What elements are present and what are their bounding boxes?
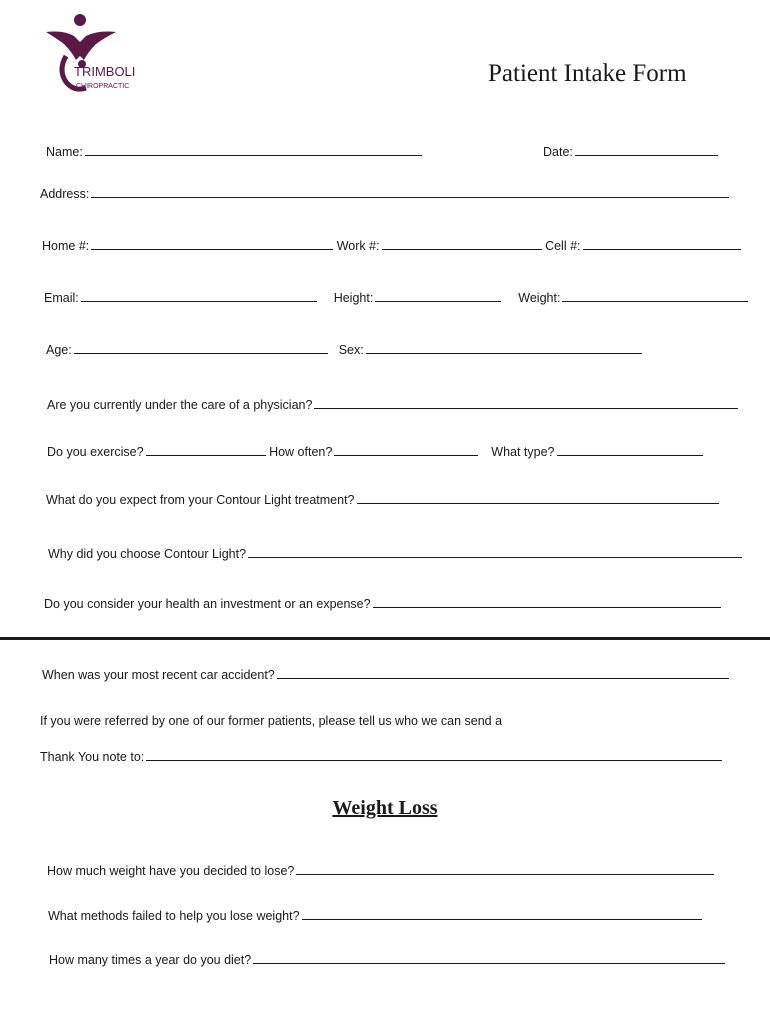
why-choose-row bbox=[48, 545, 742, 561]
thank-you-field[interactable] bbox=[146, 748, 722, 761]
methods-failed-field[interactable] bbox=[302, 907, 702, 920]
age-field[interactable] bbox=[74, 341, 328, 354]
address-label: Address: bbox=[40, 187, 90, 201]
email-field[interactable] bbox=[81, 289, 317, 302]
svg-text:TRIMBOLI: TRIMBOLI bbox=[74, 64, 136, 79]
address-field[interactable] bbox=[91, 185, 729, 198]
times-diet-field[interactable] bbox=[253, 951, 725, 964]
health-investment-label: Do you consider your health an investment or an expense? bbox=[44, 597, 371, 611]
exercise-row bbox=[47, 443, 703, 459]
expect-row bbox=[46, 491, 719, 507]
weight-field[interactable] bbox=[562, 289, 748, 302]
how-often-label: How often? bbox=[269, 445, 333, 459]
height-field[interactable] bbox=[375, 289, 501, 302]
methods-failed-label: What methods failed to help you lose weight? bbox=[48, 909, 300, 923]
expect-field[interactable] bbox=[357, 491, 719, 504]
work-phone-field[interactable] bbox=[382, 237, 542, 250]
why-choose-field[interactable] bbox=[248, 545, 742, 558]
physician-field[interactable] bbox=[314, 396, 738, 409]
height-label: Height: bbox=[333, 291, 374, 305]
car-accident-field[interactable] bbox=[277, 666, 729, 679]
car-accident-row bbox=[42, 666, 729, 682]
svg-text:CHIROPRACTIC: CHIROPRACTIC bbox=[76, 83, 130, 90]
form-title: Patient Intake Form bbox=[488, 60, 687, 87]
how-often-field[interactable] bbox=[334, 443, 478, 456]
address-row bbox=[40, 185, 729, 201]
why-choose-label: Why did you choose Contour Light? bbox=[48, 547, 247, 561]
phone-row bbox=[42, 237, 741, 253]
car-accident-label: When was your most recent car accident? bbox=[42, 668, 275, 682]
weight-loss-heading: Weight Loss bbox=[332, 797, 438, 819]
sex-label: Sex: bbox=[338, 343, 364, 357]
what-type-field[interactable] bbox=[557, 443, 703, 456]
date-row bbox=[543, 143, 718, 159]
age-row bbox=[46, 341, 642, 357]
lose-amount-label: How much weight have you decided to lose? bbox=[47, 864, 295, 878]
age-label: Age: bbox=[46, 343, 72, 357]
referral-text: If you were referred by one of our former patients, please tell us who we can send a bbox=[40, 714, 503, 728]
lose-amount-row bbox=[47, 862, 714, 878]
expect-label: What do you expect from your Contour Light treatment? bbox=[46, 493, 355, 507]
physician-row bbox=[47, 396, 738, 412]
thank-you-label: Thank You note to: bbox=[40, 750, 145, 764]
email-row bbox=[44, 289, 748, 305]
date-label: Date: bbox=[543, 145, 573, 159]
cell-phone-field[interactable] bbox=[583, 237, 741, 250]
name-label: Name: bbox=[46, 145, 83, 159]
home-phone-field[interactable] bbox=[91, 237, 333, 250]
health-investment-row bbox=[44, 595, 721, 611]
times-diet-label: How many times a year do you diet? bbox=[49, 953, 252, 967]
trimboli-chiropractic-logo bbox=[44, 12, 156, 94]
home-phone-label: Home #: bbox=[42, 239, 90, 253]
times-diet-row bbox=[49, 951, 725, 967]
name-field[interactable] bbox=[85, 143, 422, 156]
date-field[interactable] bbox=[575, 143, 718, 156]
physician-label: Are you currently under the care of a physician? bbox=[47, 398, 313, 412]
email-label: Email: bbox=[44, 291, 79, 305]
health-investment-field[interactable] bbox=[373, 595, 721, 608]
sex-field[interactable] bbox=[366, 341, 642, 354]
work-phone-label: Work #: bbox=[336, 239, 380, 253]
methods-failed-row bbox=[48, 907, 702, 923]
exercise-label: Do you exercise? bbox=[47, 445, 144, 459]
lose-amount-field[interactable] bbox=[296, 862, 714, 875]
section-divider bbox=[0, 637, 770, 640]
name-row bbox=[46, 143, 422, 159]
what-type-label: What type? bbox=[491, 445, 555, 459]
exercise-field[interactable] bbox=[146, 443, 266, 456]
cell-phone-label: Cell #: bbox=[545, 239, 581, 253]
thank-you-row bbox=[40, 748, 722, 764]
weight-label: Weight: bbox=[518, 291, 561, 305]
